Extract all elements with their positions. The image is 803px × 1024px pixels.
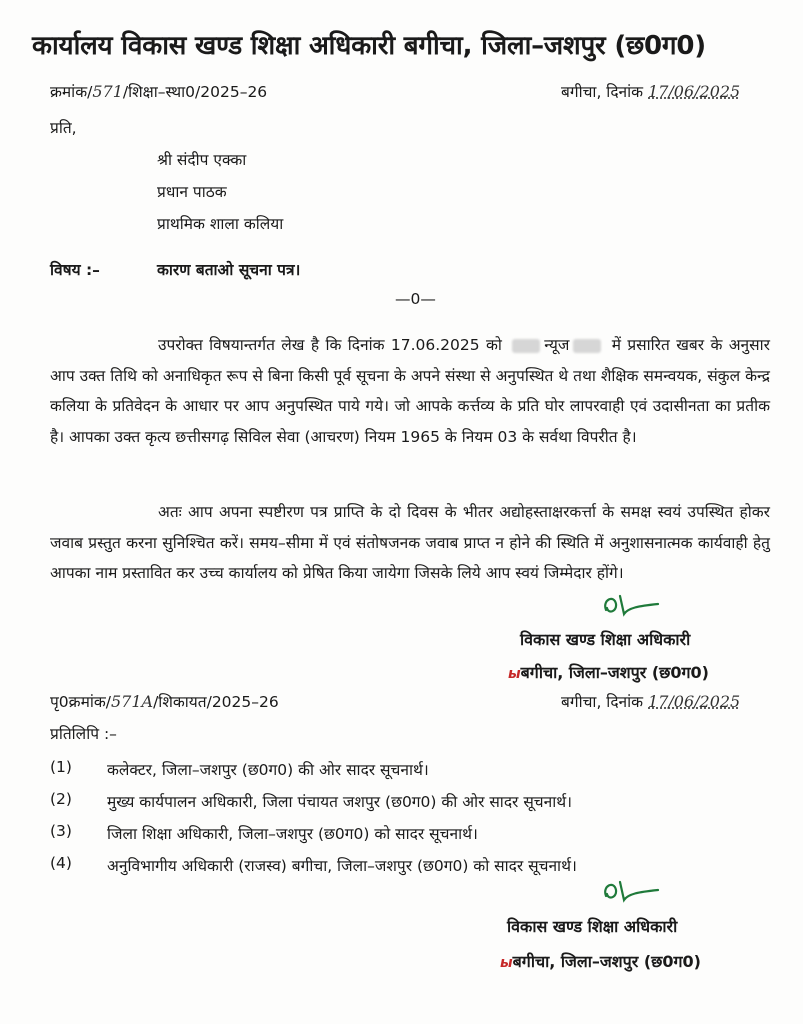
reference-suffix: /शिक्षा–स्था0/2025–26	[122, 83, 268, 101]
handwritten-endorsement-number: 571A	[110, 692, 154, 711]
red-tick-mark: ы	[500, 955, 513, 971]
signatory-place-1	[508, 661, 709, 683]
copy-label: प्रतिलिपि :–	[50, 725, 117, 743]
body-paragraph-2: अतः आप अपना स्पष्टीरण पत्र प्राप्ति के दो दिवस के भीतर अद्योहस्ताक्षरकर्त्ता के समक्ष स्वयं उपस्थित होकर जवाब प्रस्तुत करना सुनिश्चित करें। समय–सीमा में एवं संतोषजनक जवाब प्राप्त न होने की स्थिति में अनुशासनात्मक कार्यवाही हेतु आपका नाम प्रस्तावित कर उच्च कार्यालय को प्रेषित किया जायेगा जिसके लिये आप स्वयं जिम्मेदार होंगे।	[50, 503, 770, 582]
recipient-name: श्री संदीप एक्का	[157, 151, 247, 169]
body-paragraph-1	[50, 330, 770, 452]
office-heading: कार्यालय विकास खण्ड शिक्षा अधिकारी बगीचा, जिला–जशपुर (छ0ग0)	[32, 31, 706, 61]
endorsement-date	[561, 690, 740, 712]
copy-item-text: अनुविभागीय अधिकारी (राजस्व) बगीचा, जिला–जशपुर (छ0ग0) को सादर सूचनार्थ।	[107, 857, 577, 875]
separator: —0—	[395, 290, 436, 308]
signature-1	[598, 590, 668, 622]
handwritten-endorsement-date: 17/06/2025	[648, 692, 741, 711]
copy-item-text: मुख्य कार्यपालन अधिकारी, जिला पंचायत जशपुर (छ0ग0) की ओर सादर सूचनार्थ।	[107, 793, 573, 811]
reference-date	[561, 80, 740, 102]
copy-item-num: (4)	[50, 854, 72, 872]
endorsement-number	[50, 690, 279, 712]
red-tick-mark: ы	[508, 666, 521, 682]
signatory-place-2	[500, 950, 701, 972]
copy-item-num: (1)	[50, 758, 72, 776]
para1-after: में प्रसारित खबर के अनुसार आप उक्त तिथि को अनाधिकृत रूप से बिना किसी पूर्व सूचना के अपने संस्था से अनुपस्थित थे तथा शैक्षिक समन्वयक, संकुल केन्द्र कलिया के प्रतिवेदन के आधार पर आप अनुपस्थित पाये गये। जो आपके कर्त्तव्य के प्रति घोर लापरवाही एवं उदासीनता का प्रतीक है। आपका उक्त कृत्य छत्तीसगढ़ सिविल सेवा (आचरण) नियम 1965 के नियम 03 के सर्वथा विपरीत है।	[50, 336, 770, 446]
signatory-title-2: विकास खण्ड शिक्षा अधिकारी	[507, 917, 678, 936]
prati-label: प्रति,	[50, 119, 77, 137]
signatory-place-text-2: बगीचा, जिला–जशपुर (छ0ग0)	[512, 952, 701, 971]
endorsement-prefix: पृ0क्रमांक/	[50, 693, 111, 711]
reference-number	[50, 80, 267, 102]
place-date-label: बगीचा, दिनांक	[561, 83, 644, 101]
redacted-mark	[573, 339, 601, 353]
endorsement-place-date-label: बगीचा, दिनांक	[561, 693, 644, 711]
copy-item-num: (2)	[50, 790, 72, 808]
recipient-school: प्राथमिक शाला कलिया	[157, 215, 284, 233]
copy-item-text: जिला शिक्षा अधिकारी, जिला–जशपुर (छ0ग0) को सादर सूचनार्थ।	[107, 825, 478, 843]
copy-item-num: (3)	[50, 822, 72, 840]
endorsement-suffix: /शिकायत/2025–26	[153, 693, 279, 711]
signatory-place-text-1: बगीचा, जिला–जशपुर (छ0ग0)	[520, 663, 709, 682]
handwritten-date: 17/06/2025	[648, 82, 741, 101]
recipient-designation: प्रधान पाठक	[157, 183, 227, 201]
redacted-mark	[512, 339, 540, 353]
copy-item-text: कलेक्टर, जिला–जशपुर (छ0ग0) की ओर सादर सूचनार्थ।	[107, 761, 429, 779]
news-word: न्यूज	[544, 336, 570, 354]
subject-text: कारण बताओ सूचना पत्र।	[157, 261, 301, 279]
signatory-title-1: विकास खण्ड शिक्षा अधिकारी	[520, 630, 691, 649]
para1-before: उपरोक्त विषयान्तर्गत लेख है कि दिनांक 17.06.2025 को	[158, 336, 502, 354]
handwritten-number: 571	[92, 82, 123, 101]
subject-label: विषय :–	[50, 261, 100, 279]
signature-2	[598, 876, 668, 908]
reference-prefix: क्रमांक/	[50, 83, 93, 101]
